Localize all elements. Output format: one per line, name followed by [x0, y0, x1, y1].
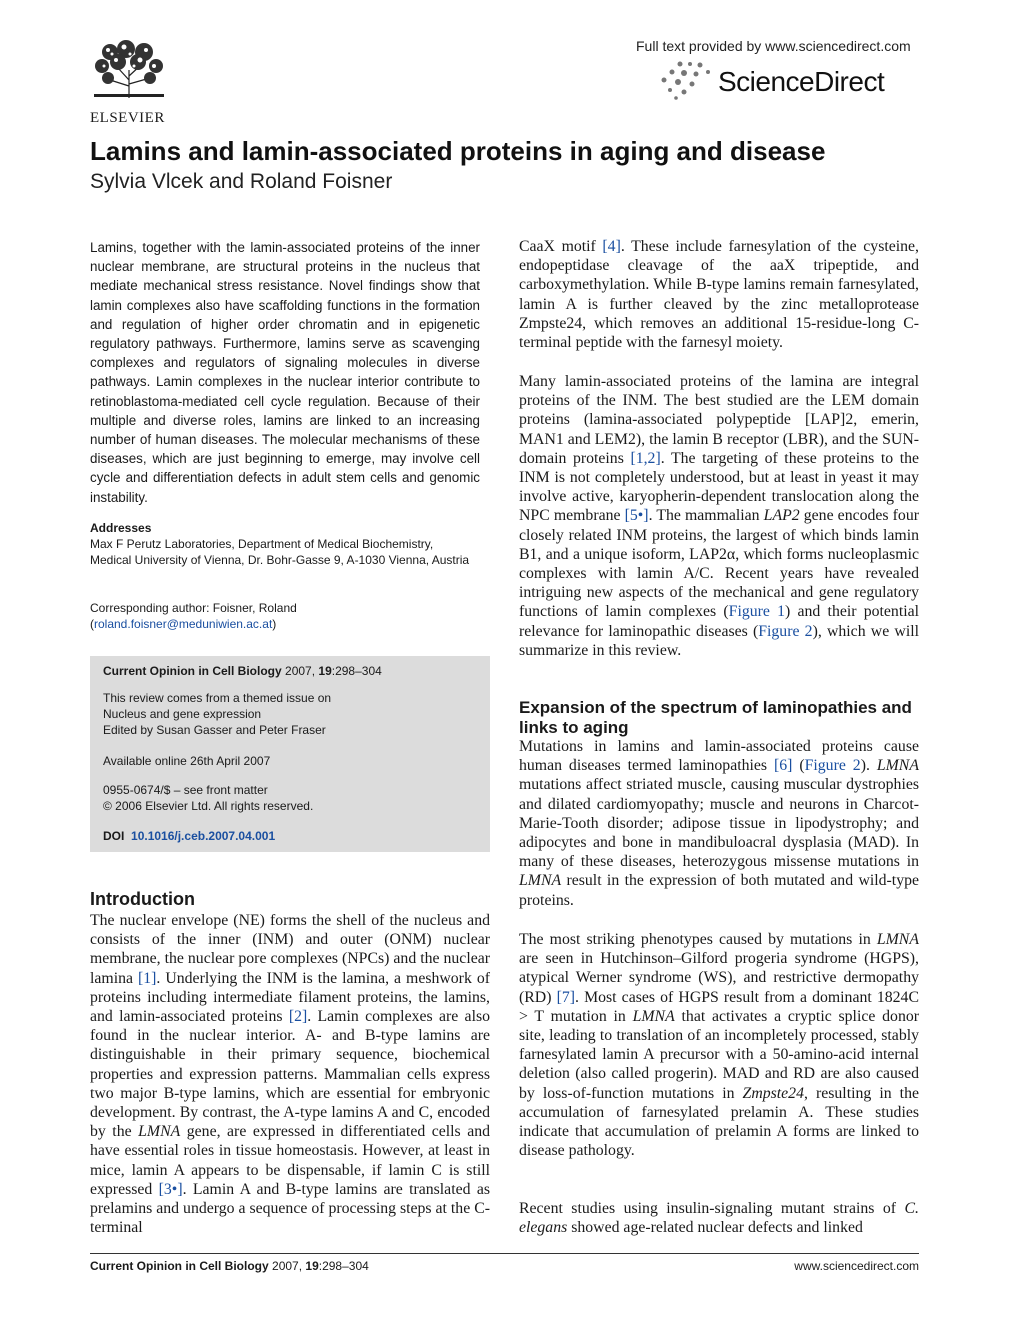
addresses-heading: Addresses [90, 521, 152, 535]
reference-link[interactable]: [7] [556, 988, 576, 1006]
reference-link[interactable]: [2] [288, 1008, 308, 1026]
footer-pages: :298–304 [318, 1259, 369, 1273]
gene-name: LMNA [519, 872, 562, 890]
text-run: ). [860, 757, 877, 775]
right-paragraph-1 [519, 237, 919, 352]
footer-url[interactable]: www.sciencedirect.com [794, 1259, 919, 1273]
gene-name: LMNA [138, 1123, 181, 1141]
text-run: gene, are expressed in differentiated cells and have essential roles in tissue homeostasis. However, at least in mice, lamin A appears to be dispensable, if lamin C is still expressed [90, 1123, 490, 1198]
article-title: Lamins and lamin-associated proteins in aging and disease [90, 136, 826, 166]
gene-name: LMNA [632, 1007, 675, 1025]
info-copyright: © 2006 Elsevier Ltd. All rights reserved. [103, 799, 314, 813]
info-available: Available online 26th April 2007 [103, 754, 271, 768]
text-run: result in the expression of both mutated and wild-type proteins. [519, 872, 919, 909]
right-paragraph-3 [519, 737, 919, 910]
text-run: mutations affect striated muscle, causing muscular dystrophies and dilated cardiomyopathy; muscle and neurons in Charcot-Marie-Tooth disorder; adipose tissue in lipodystrophy; and adipocytes and bone in mandibuloacral dysplasia (MAD). In many of these diseases, heterozygous missense mutations in [519, 776, 919, 871]
text-run: . The mammalian [648, 507, 764, 525]
text-run: are seen in Hutchinson–Gilford progeria syndrome (HGPS), atypical Werner syndrome (WS), and restrictive dermopathy (RD) [519, 950, 919, 1006]
gene-name: LMNA [876, 757, 919, 775]
text-run: ), which we will summarize in this review. [519, 622, 919, 659]
text-run: . Lamin A and B-type lamins are translated as prelamins and undergo a sequence of processing steps at the C-terminal [90, 1180, 491, 1237]
doi-link[interactable]: 10.1016/j.ceb.2007.04.001 [131, 829, 276, 843]
text-run: . Underlying the INM is the lamina, a meshwork of proteins including intermediate filament proteins, the lamins, and lamin-associated proteins [90, 969, 490, 1026]
right-paragraph-4 [519, 930, 919, 1160]
doi-label: DOI [103, 829, 125, 843]
text-run: Recent studies using insulin-signaling mutant strains of [519, 1200, 905, 1217]
reference-link[interactable]: [1] [137, 969, 157, 987]
reference-link[interactable]: [1,2] [630, 449, 661, 467]
info-theme-2: Nucleus and gene expression [103, 707, 262, 721]
corresponding-email-line: (roland.foisner@meduniwien.ac.at) [90, 617, 277, 631]
article-authors: Sylvia Vlcek and Roland Foisner [90, 170, 393, 193]
corresponding-label: Corresponding author: Foisner, Roland [90, 601, 297, 615]
footer-journal: Current Opinion in Cell Biology [90, 1259, 269, 1273]
info-citation [103, 663, 478, 679]
reference-link[interactable]: [3•] [158, 1180, 183, 1198]
reference-link[interactable]: [4] [602, 238, 621, 255]
footer-year: 2007, [272, 1259, 303, 1273]
info-issn: 0955-0674/$ – see front matter [103, 783, 268, 797]
text-run: The most striking phenotypes caused by mutations in [519, 931, 877, 948]
gene-name: LMNA [876, 931, 919, 948]
section-heading-laminopathies: Expansion of the spectrum of laminopathies and links to aging [519, 698, 912, 737]
info-pages: :298–304 [331, 664, 382, 678]
introduction-heading: Introduction [90, 889, 195, 909]
right-paragraph-5 [519, 1199, 919, 1237]
gene-name: Zmpste24 [742, 1084, 804, 1102]
info-editors: Edited by Susan Gasser and Peter Fraser [103, 723, 326, 737]
author-email-link[interactable]: roland.foisner@meduniwien.ac.at [94, 617, 273, 631]
sciencedirect-dots-icon [658, 60, 718, 100]
text-run: Mutations in lamins and lamin-associated proteins cause human diseases termed laminopathies [519, 738, 919, 775]
text-run: showed age-related nuclear defects and linked [567, 1219, 863, 1237]
text-run: gene encodes four closely related INM proteins, the largest of which binds lamin B1, and a unique isoform, LAP2α, which forms nucleoplasmic complexes with lamin A/C. Recent years have revealed intriguing new aspects of the mechanical and gene regulatory functions of lamin complexes ( [519, 507, 919, 621]
info-volume: 19 [318, 664, 332, 678]
abstract: Lamins, together with the lamin-associated proteins of the inner nuclear membrane, are structural proteins in the nucleus that mediate mechanical stress resistance. Novel findings show that lamin complexes also have scaffolding functions in the formation and regulation of higher order chromatin and in epigenetic regulatory pathways. Furthermore, lamins serve as scavenging complexes and regulators of signaling molecules in diverse pathways. Lamin complexes in the nuclear interior contribute to retinoblastoma-mediated cell cycle regulation. Because of their multiple and diverse roles, lamins are linked to an increasing number of human diseases. The molecular mechanisms of these diseases, which are just beginning to emerge, may involve cell cycle and differentiation defects in adult stem cells and genomic instability. [90, 240, 480, 505]
introduction-paragraph [90, 911, 490, 1237]
text-run: that activates a cryptic splice donor site, leading to translation of an incompletely processed, stably farnesylated lamin A precursor with a 50-amino-acid internal deletion (also called progerin). MAD and RD are also caused by loss-of-function mutations in [519, 1007, 920, 1102]
text-run: CaaX motif [519, 238, 603, 255]
footer-citation [90, 1259, 369, 1273]
publisher-name: ELSEVIER [90, 110, 165, 126]
info-doi [103, 828, 478, 844]
text-run: . The targeting of these proteins to the INM is not completely understood, but at least in yeast it may involve active, karyopherin-dependent translocation along the NPC membrane [519, 449, 919, 525]
corresponding-author [90, 600, 470, 632]
text-run: ) and their potential relevance for laminopathic diseases ( [519, 603, 920, 640]
info-journal: Current Opinion in Cell Biology [103, 664, 282, 678]
gene-name: LAP2 [763, 507, 800, 525]
right-paragraph-2 [519, 372, 919, 660]
text-run: The nuclear envelope (NE) forms the shell of the nucleus and consists of the inner (INM) and outer (ONM) nuclear membrane, the nuclear pore complexes (NPCs) and the nuclear lamina [90, 912, 490, 987]
elsevier-tree-logo [90, 40, 168, 100]
text-run: . These include farnesylation of the cysteine, endopeptidase cleavage of the aaX tripeptide, and carboxymethylation. While B-type lamins remain farnesylated, lamin A is further cleaved by the zinc metalloprotease Zmpste24, which removes an additional 15-residue-long C-terminal peptide with the farnesyl moiety. [519, 238, 920, 352]
text-run: . Most cases of HGPS result from a dominant 1824C > T mutation in [519, 988, 919, 1025]
reference-link[interactable]: [6] [773, 757, 793, 775]
article-info-box [90, 656, 490, 852]
fulltext-notice: Full text provided by www.sciencedirect.com [636, 38, 911, 54]
figure-link[interactable]: Figure 1 [728, 603, 786, 621]
figure-link[interactable]: Figure 2 [758, 622, 813, 640]
text-run: ( [792, 757, 805, 775]
info-theme-1: This review comes from a themed issue on [103, 691, 332, 705]
address-text: Max F Perutz Laboratories, Department of Medical Biochemistry, Medical University of Vienna, Dr. Bohr-Gasse 9, A-1030 Vienna, Austria [90, 537, 470, 567]
text-run: , resulting in the accumulation of farnesylated prelamin A. These studies indicate that accumulation of prelamin A forms are linked to disease pathology. [519, 1084, 919, 1160]
reference-link[interactable]: [5•] [624, 507, 649, 525]
text-run: . Lamin complexes are also found in the nuclear interior. A- and B-type lamins are distinguishable in their primary sequence, biochemical properties and expression patterns. Mammalian cells express two major B-type lamins, which are essential for embryonic development. By contrast, the A-type lamins A and C, encoded by the [90, 1008, 491, 1141]
footer-divider [90, 1253, 919, 1254]
info-year: 2007, [285, 664, 316, 678]
species-name: C. elegans [519, 1200, 919, 1237]
footer-volume: 19 [305, 1259, 319, 1273]
sciencedirect-brand: ScienceDirect [718, 66, 885, 97]
figure-link[interactable]: Figure 2 [804, 757, 861, 775]
text-run: Many lamin-associated proteins of the lamina are integral proteins of the INM. The best studied are the LEM domain proteins (lamina-associated polypeptide [LAP]2, emerin, MAN1 and LEM2), the lamin B receptor (LBR), and the SUN-domain proteins [519, 373, 919, 467]
